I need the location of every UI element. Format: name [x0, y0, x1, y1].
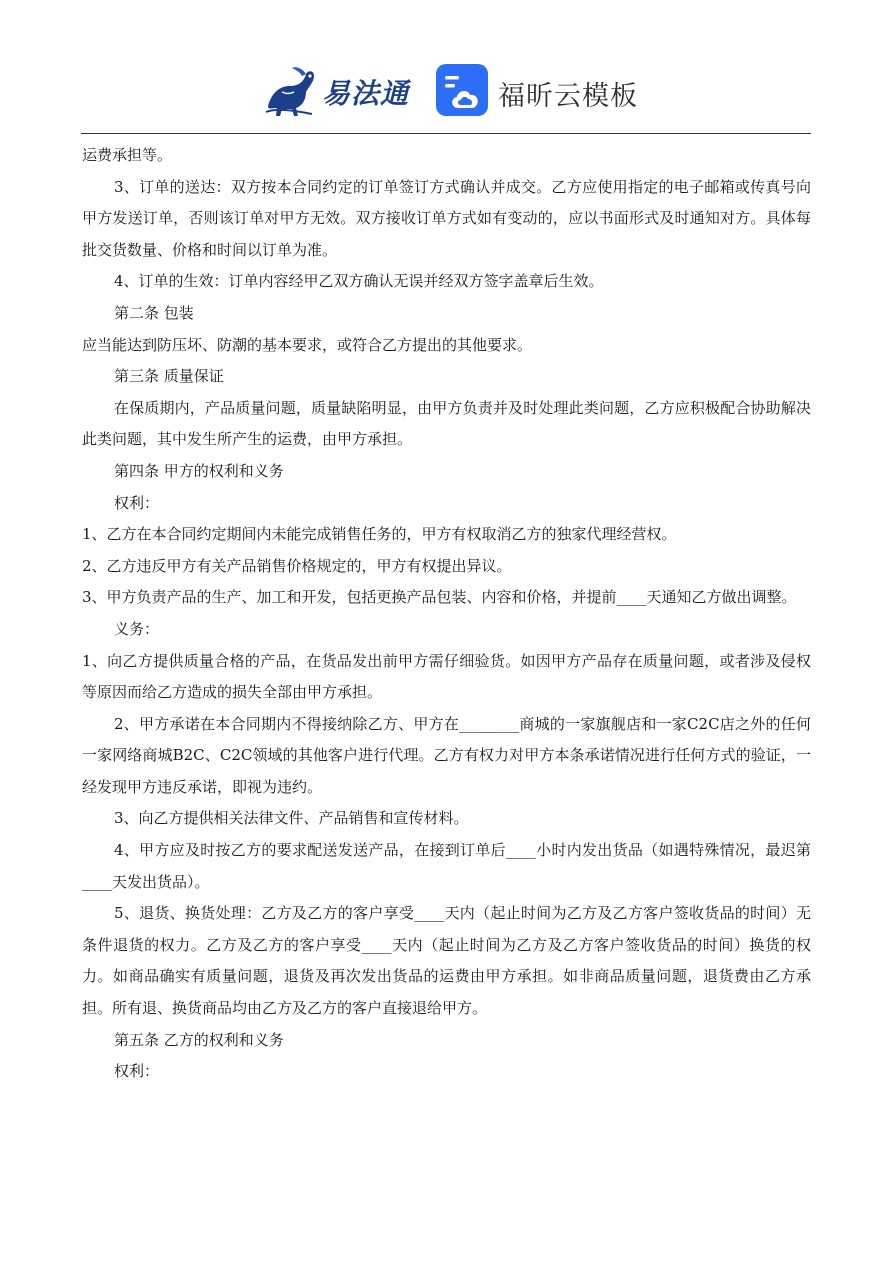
subheading: 权利：	[114, 493, 160, 512]
paragraph: 4、甲方应及时按乙方的要求配送发送产品，在接到订单后____小时内发出货品（如遇特殊情况，最迟第____天发出货品）。	[82, 841, 811, 891]
paragraph: 1、乙方在本合同约定期间内未能完成销售任务的，甲方有权取消乙方的独家代理经营权。	[82, 525, 677, 544]
subheading: 权利：	[114, 1062, 160, 1081]
fuxin-brand-text: 福昕云模板	[498, 81, 638, 112]
yifatong-brand-text: 易法通	[322, 77, 410, 110]
section-heading: 第四条 甲方的权利和义务	[114, 461, 284, 480]
paragraph: 运费承担等。	[82, 146, 173, 164]
paragraph: 在保质期内，产品质量问题，质量缺陷明显，由甲方负责并及时处理此类问题，乙方应积极配合协助解决此类问题，其中发生所产生的运费，由甲方承担。	[82, 398, 811, 449]
paragraph: 2、乙方违反甲方有关产品销售价格规定的，甲方有权提出异议。	[82, 556, 512, 575]
paragraph: 3、向乙方提供相关法律文件、产品销售和宣传材料。	[114, 809, 469, 828]
yifatong-logo	[262, 62, 422, 118]
page-header	[0, 0, 893, 134]
paragraph: 应当能达到防压坏、防潮的基本要求，或符合乙方提出的其他要求。	[82, 335, 533, 354]
paragraph: 3、甲方负责产品的生产、加工和开发，包括更换产品包装、内容和价格，并提前____天通知乙方做出调整。	[82, 588, 797, 607]
paragraph: 1、向乙方提供质量合格的产品，在货品发出前甲方需仔细验货。如因甲方产品存在质量问题，或者涉及侵权等原因而给乙方造成的损失全部由甲方承担。	[82, 651, 811, 702]
paragraph: 4、订单的生效：订单内容经甲乙双方确认无误并经双方签字盖章后生效。	[114, 272, 604, 291]
subheading: 义务：	[114, 619, 160, 638]
document-body	[82, 140, 811, 1088]
cloud-document-icon	[436, 64, 488, 116]
section-heading: 第三条 质量保证	[114, 367, 224, 386]
section-heading: 第五条 乙方的权利和义务	[114, 1030, 284, 1049]
paragraph: 2、甲方承诺在本合同期内不得接纳除乙方、甲方在________商城的一家旗舰店和一家C2C店之外的任何一家网络商城B2C、C2C领域的其他客户进行代理。乙方有权力对甲方本条承诺情况进行任何方式的验证，一经发现甲方违反承诺，即视为违约。	[82, 714, 811, 796]
qilin-mascot-icon	[262, 62, 320, 118]
paragraph: 5、退货、换货处理：乙方及乙方的客户享受____天内（起止时间为乙方及乙方客户签收货品的时间）无条件退货的权力。乙方及乙方的客户享受____天内（起止时间为乙方及乙方客户签收货品的时间）换货的权力。如商品确实有质量问题，退货及再次发出货品的运费由甲方承担。如非商品质量问题，退货费由乙方承担。所有退、换货商品均由乙方及乙方的客户直接退给甲方。	[82, 904, 811, 1018]
section-heading: 第二条 包装	[114, 303, 194, 322]
paragraph: 3、订单的送达：双方按本合同约定的订单签订方式确认并成交。乙方应使用指定的电子邮箱或传真号向甲方发送订单，否则该订单对甲方无效。双方接收订单方式如有变动的，应以书面形式及时通知对方。具体每批交货数量、价格和时间以订单为准。	[82, 177, 811, 259]
fuxin-logo	[436, 64, 646, 118]
header-divider	[81, 133, 811, 134]
